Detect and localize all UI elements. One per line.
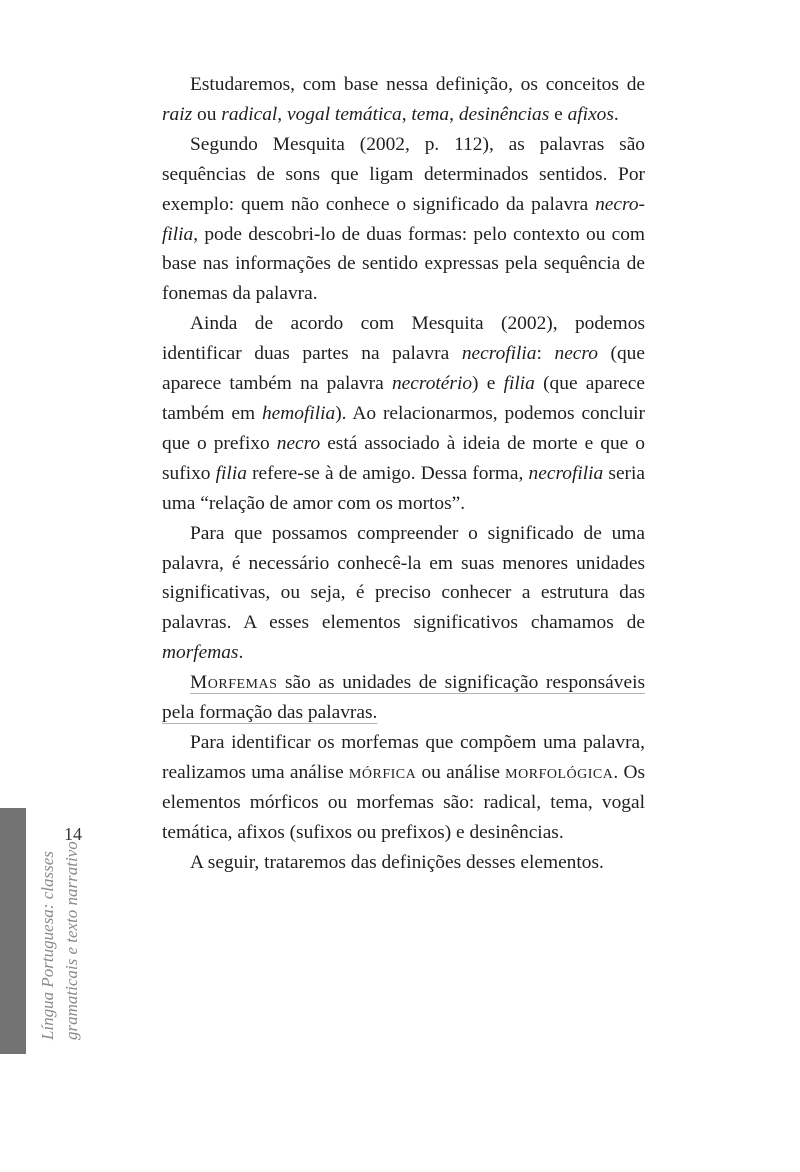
text-run: ). Ao relacionarmos, podemos concluir que o prefixo [162, 402, 645, 454]
text-run: ou [192, 103, 222, 125]
paragraph-7: A seguir, trataremos das definições desses elementos. [190, 851, 604, 873]
text-run: Para que possamos compreender o significado de uma palavra, é necessário conhecê-la em suas menores unidades significativas, ou seja, é preciso conhecer a estrutura das palavras. A esses elementos significativos chamamos de [162, 522, 645, 634]
term-vogal-tematica: vogal temática [287, 103, 402, 125]
term-necrofilia: necrofilia [528, 462, 604, 484]
running-title-line-2: gramaticais e texto narrativo [62, 841, 81, 1040]
term-necrofilia: necro-filia [162, 193, 645, 245]
page-number: 14 [64, 824, 82, 844]
definition-text [162, 672, 645, 723]
text-run: (que aparece também na palavra [162, 343, 645, 395]
text-run: . Os elementos mórficos ou morfemas são: radical, tema, vogal temática, afixos (sufixos ou prefixos) e desinências. [162, 761, 645, 843]
text-run: ou análise [416, 761, 506, 783]
text-run: e [549, 103, 568, 125]
side-tab-bar [0, 808, 26, 1054]
running-title [36, 820, 96, 1040]
text-run: , [277, 103, 287, 125]
term-filia: filia [215, 462, 247, 484]
text-run: : [536, 343, 555, 365]
body-text [162, 70, 645, 877]
text-run: , pode descobri-lo de duas formas: pelo contexto ou com base nas informações de sentido expressas pela sequência de fonemas da palavra. [162, 223, 645, 305]
term-necrofilia: necrofilia [461, 343, 537, 365]
text-run: está associado à ideia de morte e que o sufixo [162, 432, 646, 484]
term-necroterio: necrotério [391, 373, 473, 395]
term-morfemas: morfemas [162, 642, 239, 664]
text-run: Estudaremos, com base nessa definição, os conceitos de [190, 74, 645, 95]
text-run: , [401, 103, 412, 125]
text-run: (que aparece também em [162, 373, 645, 424]
term-filia: filia [503, 373, 535, 395]
term-radical: radical [221, 103, 278, 125]
paragraph-1 [162, 70, 645, 130]
paragraph-2 [162, 130, 645, 309]
text-run: refere-se à de amigo. Dessa forma, [246, 462, 529, 484]
text-run: , [449, 103, 459, 125]
term-morfica: mórfica [348, 761, 417, 783]
term-tema: tema [411, 103, 450, 125]
paragraph-6 [162, 728, 645, 848]
text-run: são as unidades de significação responsáveis pela formação das palavras. [162, 672, 645, 724]
text-run: Segundo Mesquita (2002, p. 112), as palavras são sequências de sons que ligam determinados sentidos. Por exemplo: quem não conhece o significado da palavra [162, 133, 645, 215]
term-afixos: afixos [567, 103, 614, 125]
text-run: ) e [472, 373, 504, 395]
term-hemofilia: hemofilia [261, 402, 336, 424]
definition-paragraph [162, 668, 645, 728]
term-desinencias: desinências [458, 103, 550, 125]
term-morfemas-smallcaps: Morfemas [190, 672, 278, 694]
text-run: Ainda de acordo com Mesquita (2002), podemos identificar duas partes na palavra [162, 313, 645, 365]
text-run: . [238, 642, 244, 664]
term-necro: necro [554, 343, 598, 365]
term-necro: necro [276, 432, 321, 454]
running-title-line-1: Língua Portuguesa: classes [38, 851, 57, 1040]
text-run: seria uma “relação de amor com os mortos”. [162, 462, 646, 514]
text-run: . [613, 103, 619, 125]
paragraph-4 [162, 519, 645, 669]
term-raiz: raiz [162, 103, 193, 125]
text-run: Para identificar os morfemas que compõem uma palavra, realizamos uma análise [162, 731, 645, 783]
paragraph-3 [162, 309, 645, 518]
term-morfologica: morfológica [505, 761, 614, 783]
